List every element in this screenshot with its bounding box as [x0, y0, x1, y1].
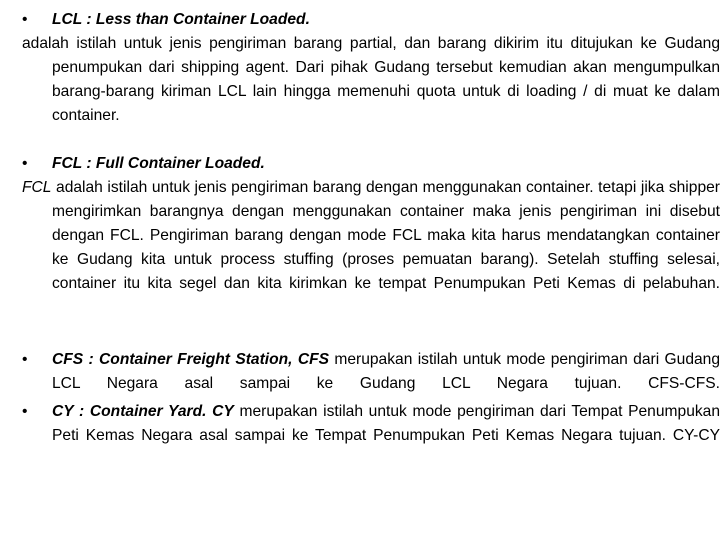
fcl-lead: FCL: [22, 179, 52, 196]
fcl-body: adalah istilah untuk jenis pengiriman barang dengan menggunakan container. tetapi jika shipper mengirimkan barangnya dengan menggunakan container maka jenis pengiriman ini disebut dengan FCL. Pengiriman barang dengan mode FCL maka kita harus mendatangkan container ke Gudang kita untuk process stuffing (proses pemuatan barang). Setelah stuffing selesai, container itu kita segel dan kita kirimkan ke tempat Penumpukan Peti Kemas di pelabuhan.: [52, 179, 720, 292]
lcl-body: adalah istilah untuk jenis pengiriman barang partial, dan barang dikirim itu ditujukan ke Gudang penumpukan dari shipping agent. Dari pihak Gudang tersebut kemudian akan mengumpulkan barang-barang kiriman LCL lain hingga memenuhi quota untuk di loading / di muat ke dalam container.: [22, 35, 720, 124]
bullet-icon: •: [22, 155, 28, 172]
cfs-item: [22, 348, 720, 396]
fcl-heading-item: [22, 152, 690, 176]
fcl-heading: FCL : Full Container Loaded.: [52, 155, 265, 172]
cy-body: merupakan istilah untuk mode pengiriman dari Tempat Penumpukan Peti Kemas Negara asal sampai ke Tempat Penumpukan Peti Kemas Negara tujuan. CY-CY: [52, 403, 720, 444]
bullet-icon: •: [22, 403, 28, 420]
cy-heading: CY : Container Yard. CY: [52, 403, 234, 420]
fcl-paragraph: [22, 176, 720, 296]
cy-item: [22, 400, 720, 448]
bullet-icon: •: [22, 11, 28, 28]
cfs-heading: CFS : Container Freight Station, CFS: [52, 351, 330, 368]
bullet-icon: •: [22, 351, 28, 368]
lcl-heading-item: [22, 8, 690, 32]
lcl-heading: LCL : Less than Container Loaded.: [52, 11, 310, 28]
cfs-body: merupakan istilah untuk mode pengiriman dari Gudang LCL Negara asal sampai ke Gudang LCL Negara tujuan. CFS-CFS.: [52, 351, 720, 392]
